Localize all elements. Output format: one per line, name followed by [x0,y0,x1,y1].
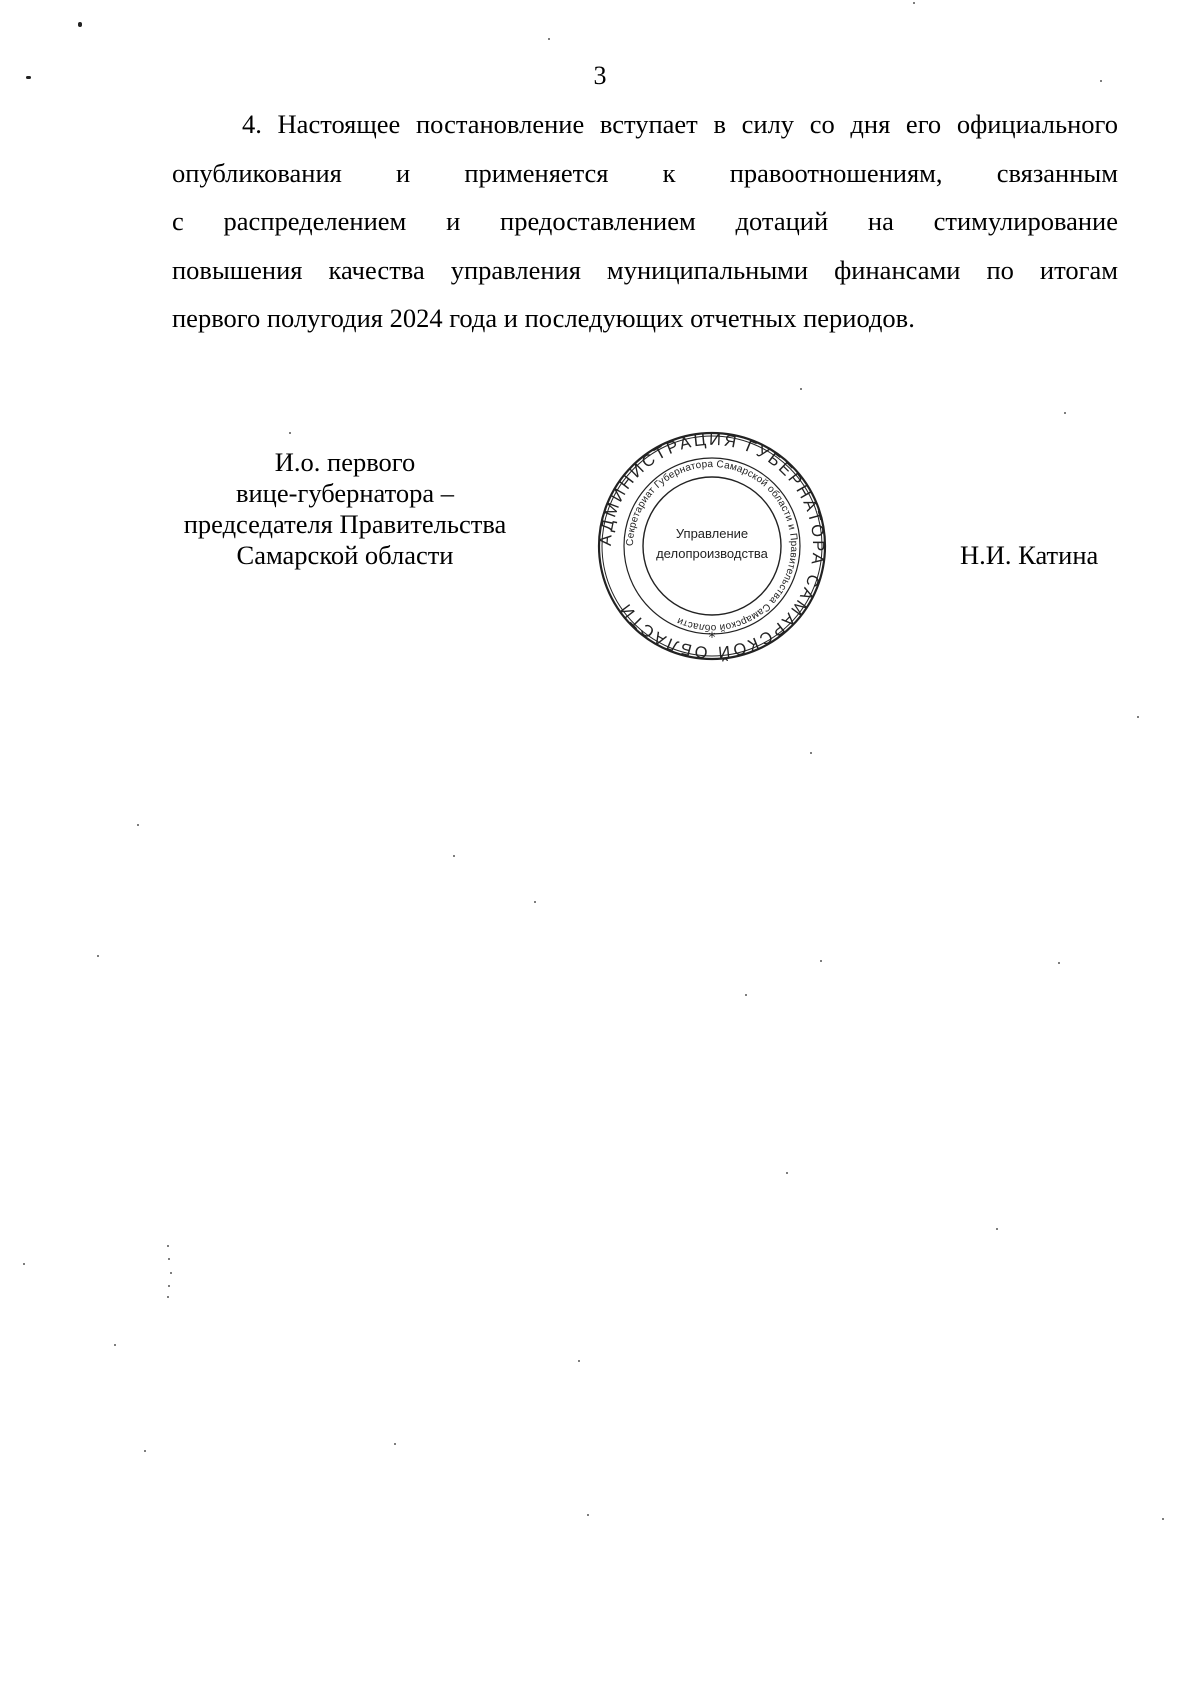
scan-speck [745,994,747,996]
stamp-center-line: Управление [675,526,749,541]
scan-speck [1162,1518,1164,1520]
scan-speck [587,1514,589,1516]
scan-speck [114,1344,116,1346]
scan-speck [23,1263,25,1265]
scan-speck [168,1258,170,1260]
official-stamp [596,430,828,662]
position-line: вице-губернатора – [235,478,454,508]
scan-speck [1137,716,1139,718]
scan-speck [394,1443,396,1445]
scan-speck [167,1245,169,1247]
position-line: председателя Правительства [183,509,507,539]
scan-speck [534,901,536,903]
scan-speck [289,432,291,434]
scan-speck [168,1285,170,1287]
stamp-star: * [708,630,716,646]
position-line: И.о. первого [274,447,416,477]
stamp-center-line: делопроизводства [656,546,768,561]
scan-speck [786,1172,788,1174]
position-line: Самарской области [236,540,454,570]
scan-speck [913,2,915,4]
scan-speck [800,388,802,390]
scan-speck [548,38,550,40]
page-number: 3 [593,61,607,90]
scan-speck [137,824,139,826]
scan-speck [1058,962,1060,964]
scan-speck [167,1296,169,1298]
scan-speck [810,752,812,754]
body-paragraph [172,100,1118,343]
scan-speck [578,1360,580,1362]
scan-speck [1064,412,1066,414]
scan-speck [26,76,31,79]
scan-speck [97,955,99,957]
scan-speck [170,1272,172,1274]
scan-speck [820,960,822,962]
paragraph-line: 4. Настоящее постановление вступает в силу со дня его официального [242,109,1118,139]
scan-speck [144,1450,146,1452]
scan-speck [1100,80,1102,82]
paragraph-line: опубликования и применяется к правоотношениям, связанным [172,157,1118,188]
scan-speck [453,855,455,857]
signatory-name: Н.И. Катина [960,540,1099,570]
paragraph-line: повышения качества управления муниципальными финансами по итогам [172,254,1118,285]
scan-speck [996,1228,998,1230]
paragraph-line: первого полугодия 2024 года и последующих отчетных периодов. [172,303,915,334]
stamp-inner-ring-text: Секретариат Губернатора Самарской области и Правительства Самарской области [624,458,800,634]
stamp-outer-text: АДМИНИСТРАЦИЯ ГУБЕРНАТОРА САМАРСКОЙ ОБЛАСТИ [596,430,828,662]
paragraph-line: с распределением и предоставлением дотаций на стимулирование [172,206,1118,237]
scan-speck [78,22,82,27]
signatory-position [160,447,530,571]
